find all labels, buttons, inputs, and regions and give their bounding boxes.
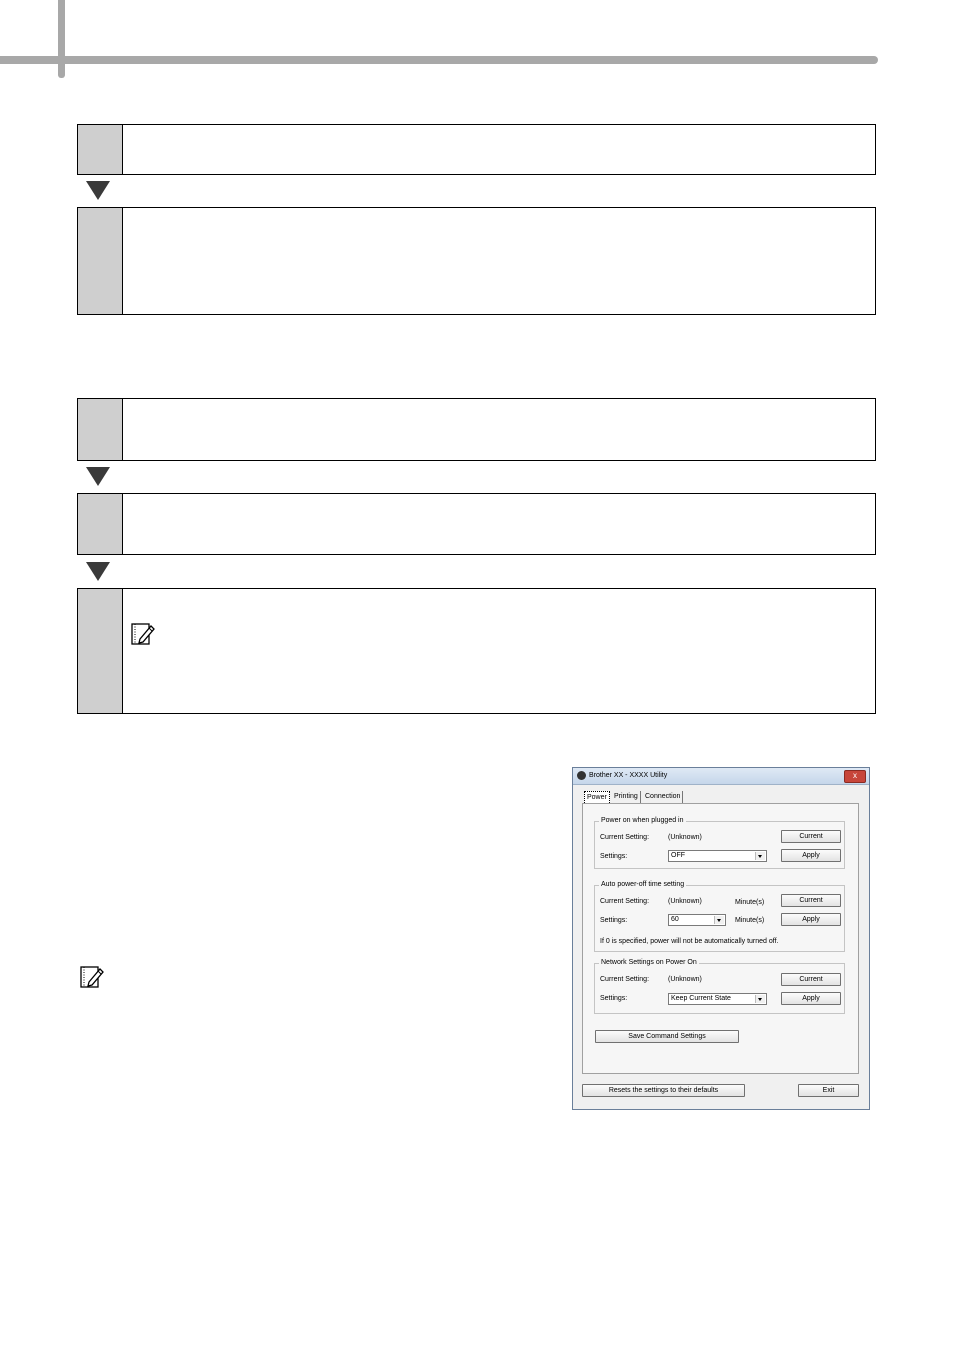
chevron-down-icon [755, 995, 765, 1003]
step-number-cell [78, 399, 123, 460]
flow-step-1 [77, 124, 876, 175]
select-value: OFF [671, 852, 685, 859]
chevron-down-icon [755, 852, 765, 860]
dialog-title-bar[interactable] [573, 768, 869, 785]
header-vertical-bar [58, 0, 65, 78]
power-tab-panel [582, 803, 859, 1074]
power-on-select[interactable] [668, 850, 767, 862]
current-setting-value: (Unknown) [668, 976, 702, 983]
note-pencil-icon [79, 964, 105, 990]
power-on-group [594, 817, 845, 869]
group-title: Auto power-off time setting [601, 881, 685, 888]
network-settings-select[interactable] [668, 993, 767, 1005]
exit-button[interactable]: Exit [798, 1084, 859, 1097]
group-title: Network Settings on Power On [601, 959, 697, 966]
settings-label: Settings: [600, 917, 628, 924]
current-button[interactable]: Current [781, 973, 841, 986]
tab-printing[interactable]: Printing [612, 791, 641, 803]
close-button[interactable]: x [844, 770, 866, 783]
current-setting-label: Current Setting: [600, 898, 650, 905]
apply-button[interactable]: Apply [781, 849, 841, 862]
apply-button[interactable]: Apply [781, 913, 841, 926]
current-setting-label: Current Setting: [600, 976, 650, 983]
step-number-cell [78, 208, 123, 314]
down-arrow-icon [86, 562, 110, 581]
apply-button[interactable]: Apply [781, 992, 841, 1005]
auto-power-off-select[interactable] [668, 914, 726, 926]
tab-connection[interactable]: Connection [643, 791, 683, 803]
group-title: Power on when plugged in [601, 817, 684, 824]
current-unit-label: Minute(s) [735, 899, 765, 906]
auto-power-off-group [594, 881, 845, 952]
tab-power[interactable]: Power [584, 791, 610, 805]
select-value: 60 [671, 916, 679, 923]
network-settings-group [594, 959, 845, 1014]
reset-defaults-button[interactable]: Resets the settings to their defaults [582, 1084, 745, 1097]
chevron-down-icon [714, 916, 724, 924]
current-setting-value: (Unknown) [668, 898, 702, 905]
dialog-title: Brother XX - XXXX Utility [589, 772, 668, 779]
select-value: Keep Current State [671, 995, 731, 1002]
settings-label: Settings: [600, 853, 628, 860]
header-horizontal-bar [0, 56, 878, 64]
flow-step-4 [77, 493, 876, 555]
save-command-settings-button[interactable]: Save Command Settings [595, 1030, 739, 1043]
note-pencil-icon [130, 621, 156, 647]
down-arrow-icon [86, 181, 110, 200]
current-button[interactable]: Current [781, 894, 841, 907]
step-number-cell [78, 494, 123, 554]
flow-step-2 [77, 207, 876, 315]
flow-step-3 [77, 398, 876, 461]
current-setting-label: Current Setting: [600, 834, 650, 841]
current-setting-value: (Unknown) [668, 834, 702, 841]
step-number-cell [78, 589, 123, 713]
settings-label: Settings: [600, 995, 628, 1002]
down-arrow-icon [86, 467, 110, 486]
settings-unit-label: Minute(s) [735, 917, 765, 924]
utility-dialog [572, 767, 870, 1110]
app-icon [577, 771, 586, 780]
step-number-cell [78, 125, 123, 174]
current-button[interactable]: Current [781, 830, 841, 843]
flow-step-5 [77, 588, 876, 714]
auto-power-off-note: If 0 is specified, power will not be automatically turned off. [600, 938, 779, 945]
